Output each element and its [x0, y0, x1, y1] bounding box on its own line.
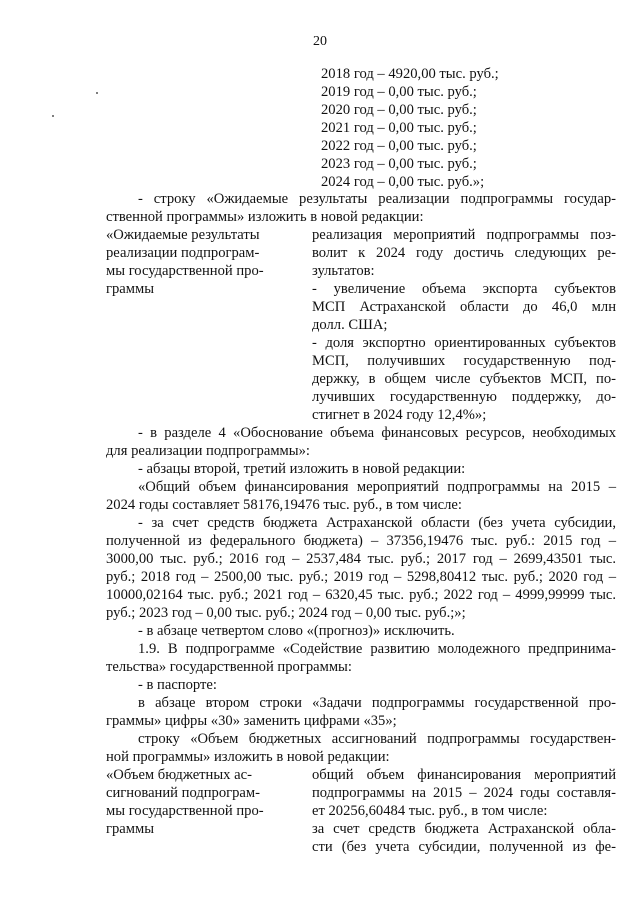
- paragraph-line: - в паспорте:: [138, 677, 217, 693]
- table-left-cell: мы государственной про-: [106, 263, 264, 279]
- paragraph-line: - абзацы второй, третий изложить в новой редакции:: [138, 461, 466, 477]
- paragraph-line: - в разделе 4 «Обоснование объема финансовых ресурсов, необходимых: [138, 425, 616, 441]
- table-left-cell: «Объем бюджетных ас-: [106, 767, 252, 783]
- table-left-cell: сигнований подпрограм-: [106, 785, 261, 801]
- table-right-cell: долл. США;: [312, 317, 388, 333]
- page-number: 20: [313, 34, 327, 49]
- paragraph-line: - в абзаце четвертом слово «(прогноз)» исключить.: [138, 623, 455, 639]
- table-right-cell: ет 20256,60484 тыс. руб., в том числе:: [312, 803, 548, 819]
- table-right-cell: держку, в общем числе субъектов МСП, по-: [312, 371, 616, 387]
- table-right-cell: - увеличение объема экспорта субъектов: [312, 281, 616, 297]
- table-right-cell: реализация мероприятий подпрограммы поз-: [312, 227, 616, 243]
- year-line: 2023 год – 0,00 тыс. руб.;: [321, 156, 477, 172]
- paragraph-line: ственной программы» изложить в новой редакции:: [106, 209, 424, 225]
- table-right-cell: волит к 2024 году достичь следующих ре-: [312, 245, 616, 261]
- table-left-cell: «Ожидаемые результаты: [106, 227, 260, 243]
- table-left-cell: мы государственной про-: [106, 803, 264, 819]
- table-right-cell: общий объем финансирования мероприятий: [312, 767, 616, 783]
- table-right-cell: подпрограммы на 2015 – 2024 годы составля-: [312, 785, 616, 801]
- paragraph-line: ной программы» изложить в новой редакции:: [106, 749, 390, 765]
- table-right-cell: - доля экспортно ориентированных субъектов: [312, 335, 616, 351]
- table-left-cell: реализации подпрограм-: [106, 245, 260, 261]
- paragraph-line: полученной из федерального бюджета) – 37356,19476 тыс. руб.: 2015 год –: [106, 533, 616, 549]
- table-right-cell: за счет средств бюджета Астраханской обла-: [312, 821, 616, 837]
- table-right-cell: стигнет в 2024 году 12,4%»;: [312, 407, 487, 423]
- year-line: 2018 год – 4920,00 тыс. руб.;: [321, 66, 499, 82]
- paragraph-line: граммы» цифры «30» заменить цифрами «35»;: [106, 713, 397, 729]
- margin-dot: [96, 92, 98, 94]
- table-right-cell: сти (без учета субсидии, полученной из фе-: [312, 839, 616, 855]
- paragraph-line: «Общий объем финансирования мероприятий подпрограммы на 2015 –: [138, 479, 616, 495]
- table-right-cell: лучивших государственную поддержку, до-: [312, 389, 616, 405]
- paragraph-line: руб.; 2023 год – 0,00 тыс. руб.; 2024 год – 0,00 тыс. руб.;»;: [106, 605, 466, 621]
- paragraph-line: - за счет средств бюджета Астраханской области (без учета субсидии,: [138, 515, 616, 531]
- year-line: 2024 год – 0,00 тыс. руб.»;: [321, 174, 485, 190]
- year-line: 2022 год – 0,00 тыс. руб.;: [321, 138, 477, 154]
- table-right-cell: МСП, получивших государственную под-: [312, 353, 616, 369]
- paragraph-line: 10000,02164 тыс. руб.; 2021 год – 6320,45 тыс. руб.; 2022 год – 4999,99999 тыс.: [106, 587, 616, 603]
- table-left-cell: граммы: [106, 281, 155, 297]
- paragraph-line: - строку «Ожидаемые результаты реализации подпрограммы государ-: [138, 191, 616, 207]
- year-line: 2019 год – 0,00 тыс. руб.;: [321, 84, 477, 100]
- year-line: 2021 год – 0,00 тыс. руб.;: [321, 120, 477, 136]
- paragraph-line: руб.; 2018 год – 2500,00 тыс. руб.; 2019 год – 5298,80412 тыс. руб.; 2020 год –: [106, 569, 616, 585]
- year-line: 2020 год – 0,00 тыс. руб.;: [321, 102, 477, 118]
- margin-dot: [52, 115, 54, 117]
- paragraph-line: строку «Объем бюджетных ассигнований подпрограммы государствен-: [138, 731, 616, 747]
- paragraph-line: 3000,00 тыс. руб.; 2016 год – 2537,484 тыс. руб.; 2017 год – 2699,43501 тыс.: [106, 551, 616, 567]
- table-left-cell: граммы: [106, 821, 155, 837]
- paragraph-line: в абзаце втором строки «Задачи подпрограммы государственной про-: [138, 695, 616, 711]
- paragraph-line: тельства» государственной программы:: [106, 659, 352, 675]
- paragraph-line: 1.9. В подпрограмме «Содействие развитию молодежного предпринима-: [138, 641, 616, 657]
- paragraph-line: 2024 годы составляет 58176,19476 тыс. руб., в том числе:: [106, 497, 462, 513]
- table-right-cell: зультатов:: [312, 263, 375, 279]
- paragraph-line: для реализации подпрограммы»:: [106, 443, 310, 459]
- table-right-cell: МСП Астраханской области до 46,0 млн: [312, 299, 616, 315]
